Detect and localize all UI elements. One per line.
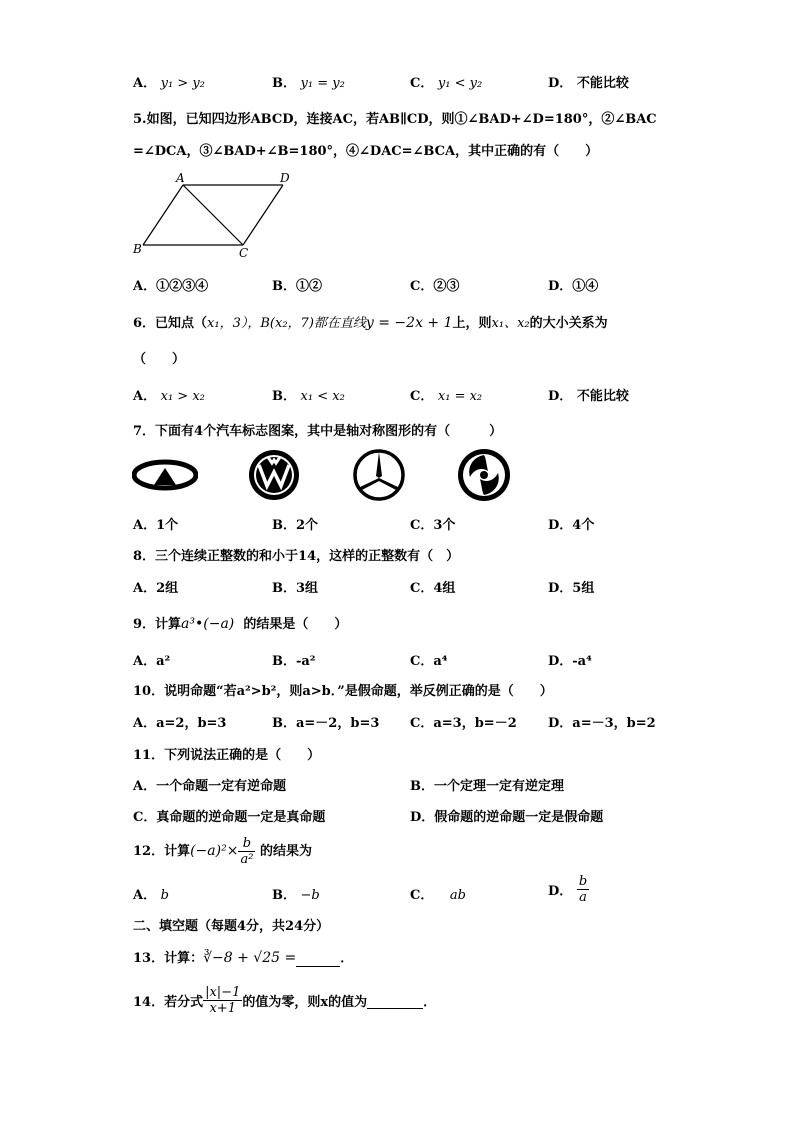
q10-option-c: C．a=3，b=－2	[410, 716, 517, 731]
q10-stem: 10．说明命题“若a²>b²，则a>b．”是假命题，举反例正确的是（ ）	[133, 684, 553, 699]
q4-option-b: B． y₁ = y₂	[272, 76, 345, 91]
q14-stem: 14．若分式 $\frac{|x|-1}{x+1}$ 的值为零，则x的值为 ．	[133, 985, 437, 1016]
q10-option-b: B．a=－2，b=3	[272, 716, 380, 731]
q12-option-d-fraction: $\frac{b}{a}$	[578, 874, 588, 905]
q4-option-d: D． 不能比较	[548, 76, 629, 91]
q6-stem-line2: （ ）	[133, 352, 186, 367]
q11-stem: 11．下列说法正确的是（ ）	[133, 748, 321, 763]
q12-fraction: $\frac{b}{\text{a²}}$	[240, 836, 254, 867]
q12-stem: 12．计算(−a)²× $\frac{b}{\text{a²}}$ 的结果为	[133, 836, 312, 867]
q6-option-c: C． x₁ = x₂	[410, 389, 483, 404]
section-title-fill-in: 二、填空题（每题4分，共24分）	[133, 919, 330, 934]
q12-option-b: B． −b	[272, 888, 320, 903]
vertex-label-a: A	[176, 171, 185, 185]
q9-option-a: A．a²	[133, 654, 171, 669]
q9-option-d: D．-a⁴	[548, 654, 592, 669]
q11-option-c: C．真命题的逆命题一定是真命题	[133, 810, 326, 825]
q6-option-a: A． x₁ > x₂	[133, 389, 205, 404]
q13-answer-blank	[296, 951, 340, 967]
q6-option-d: D． 不能比较	[548, 389, 629, 404]
parallelogram-figure	[128, 168, 298, 260]
q9-option-b: B．-a²	[272, 654, 316, 669]
q5-stem-line1: 5.如图，已知四边形ABCD，连接AC，若AB∥CD，则①∠BAD+∠D=180°，②∠BAC	[133, 112, 657, 127]
q8-option-c: C．4组	[410, 581, 456, 596]
q14-fraction: $\frac{|x|-1}{x+1}$	[205, 985, 241, 1016]
q8-option-a: A．2组	[133, 581, 179, 596]
vertex-label-b: B	[133, 242, 142, 256]
infiniti-logo-icon	[132, 458, 198, 492]
q5-option-b: B．①②	[272, 279, 322, 294]
vertex-label-c: C	[239, 246, 249, 260]
q12-option-c: C． ab	[410, 888, 466, 903]
q12-option-a: A． b	[133, 888, 169, 903]
q8-option-b: B．3组	[272, 581, 319, 596]
q5-stem-line2: =∠DCA，③∠BAD+∠B=180°，④∠DAC=∠BCA，其中正确的有（ ）	[133, 144, 599, 159]
q11-option-a: A．一个命题一定有逆命题	[133, 779, 287, 794]
q6-option-b: B． x₁ < x₂	[272, 389, 345, 404]
q9-stem: 9．计算a³•(−a) 的结果是（ ）	[133, 616, 348, 632]
q4-option-c: C． y₁ < y₂	[410, 76, 483, 91]
volkswagen-logo-icon	[247, 448, 301, 502]
q7-option-d: D．4个	[548, 518, 595, 533]
q7-option-b: B．2个	[272, 518, 319, 533]
q11-option-b: B．一个定理一定有逆定理	[410, 779, 564, 794]
q9-option-c: C．a⁴	[410, 654, 448, 669]
q5-option-c: C．②③	[410, 279, 460, 294]
q11-option-d: D．假命题的逆命题一定是假命题	[410, 810, 604, 825]
vertex-label-d: D	[280, 171, 290, 185]
dongfeng-logo-icon	[456, 447, 512, 503]
q5-option-a: A．①②③④	[133, 279, 209, 294]
q14-answer-blank	[367, 993, 423, 1009]
mercedes-logo-icon	[352, 448, 406, 502]
q13-stem: 13．计算：∛−8 + √25 = ．	[133, 950, 354, 966]
q6-stem-line1: 6．已知点（x₁，3），B(x₂，7)都在直线y = −2x + 1上，则x₁、x₂的大小关系为	[133, 315, 608, 331]
segment-ab	[143, 185, 183, 245]
q4-option-a: A． y₁ > y₂	[133, 76, 205, 91]
segment-ac	[183, 185, 243, 245]
q10-option-d: D．a=－3，b=2	[548, 716, 656, 731]
q8-option-d: D．5组	[548, 581, 595, 596]
q7-option-a: A．1个	[133, 518, 179, 533]
q12-option-d: D． $\frac{b}{a}$	[548, 874, 588, 905]
q7-option-c: C．3个	[410, 518, 456, 533]
q10-option-a: A．a=2，b=3	[133, 716, 227, 731]
q7-stem: 7．下面有4个汽车标志图案，其中是轴对称图形的有（ ）	[133, 424, 503, 439]
q5-option-d: D．①④	[548, 279, 599, 294]
segment-dc	[243, 185, 283, 245]
q8-stem: 8．三个连续正整数的和小于14，这样的正整数有（ ）	[133, 549, 460, 564]
